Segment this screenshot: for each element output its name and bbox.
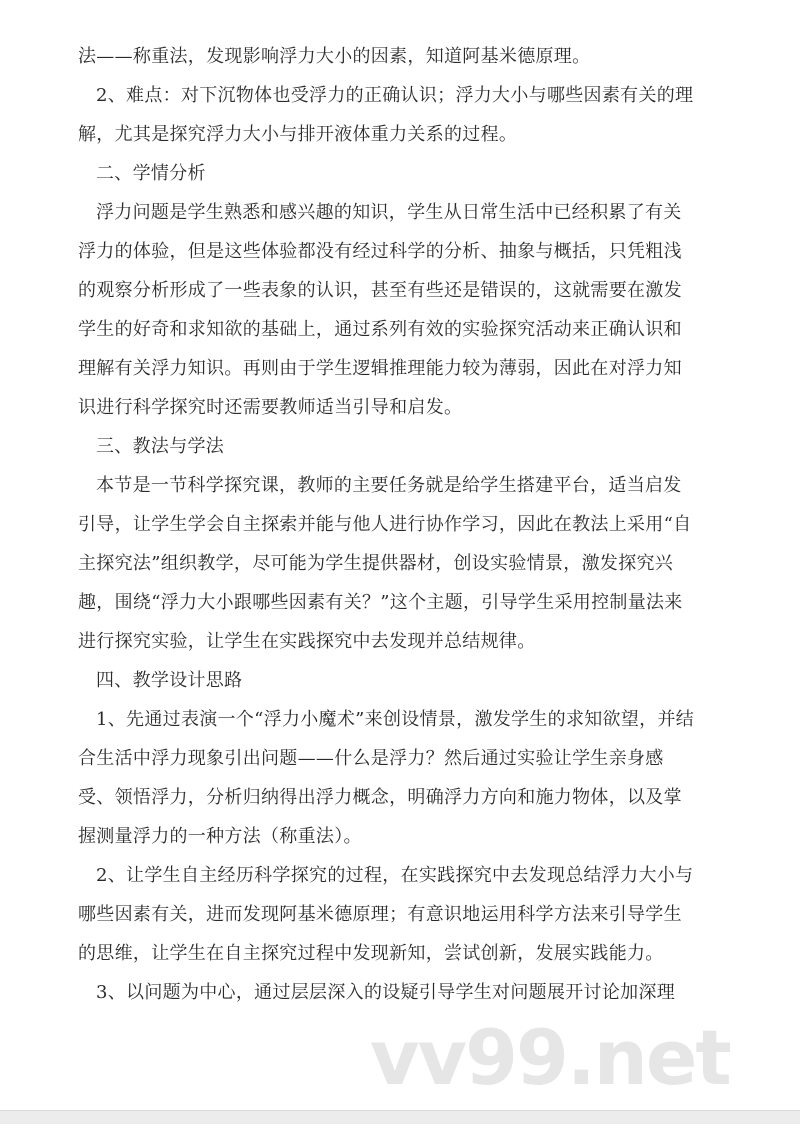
text-line: 3、以问题为中心，通过层层深入的设疑引导学生对问题展开讨论加深理 — [96, 982, 676, 1003]
text-line: 法——称重法，发现影响浮力大小的因素，知道阿基米德原理。 — [78, 46, 591, 67]
text-line: 本节是一节科学探究课，教师的主要任务就是给学生搭建平台，适当启发 — [96, 475, 682, 496]
text-line: 浮力的体验，但是这些体验都没有经过科学的分析、抽象与概括，只凭粗浅 — [78, 241, 682, 262]
text-line: 二、学情分析 — [96, 163, 206, 184]
watermark: vv99.net — [370, 1013, 730, 1102]
text-line: 识进行科学探究时还需要教师适当引导和启发。 — [78, 397, 463, 418]
text-line: 的观察分析形成了一些表象的认识，甚至有些还是错误的，这就需要在激发 — [78, 280, 682, 301]
text-line: 浮力问题是学生熟悉和感兴趣的知识，学生从日常生活中已经积累了有关 — [96, 202, 682, 223]
text-line: 受、领悟浮力，分析归纳得出浮力概念，明确浮力方向和施力物体，以及掌 — [78, 787, 682, 808]
text-line: 合生活中浮力现象引出问题——什么是浮力？然后通过实验让学生亲身感 — [78, 748, 664, 769]
text-line: 学生的好奇和求知欲的基础上，通过系列有效的实验探究活动来正确认识和 — [78, 319, 682, 340]
page-separator — [0, 1110, 800, 1125]
text-line: 2、让学生自主经历科学探究的过程，在实践探究中去发现总结浮力大小与 — [96, 865, 694, 886]
text-line: 理解有关浮力知识。再则由于学生逻辑推理能力较为薄弱，因此在对浮力知 — [78, 358, 682, 379]
text-line: 进行探究实验，让学生在实践探究中去发现并总结规律。 — [78, 631, 536, 652]
text-line: 四、教学设计思路 — [96, 670, 243, 691]
text-line: 趣，围绕“浮力大小跟哪些因素有关？”这个主题，引导学生采用控制量法来 — [78, 592, 683, 613]
text-line: 解，尤其是探究浮力大小与排开液体重力关系的过程。 — [78, 124, 518, 145]
text-line: 哪些因素有关，进而发现阿基米德原理；有意识地运用科学方法来引导学生 — [78, 904, 682, 925]
text-line: 1、先通过表演一个“浮力小魔术”来创设情景，激发学生的求知欲望，并结 — [96, 709, 695, 730]
text-line: 2、难点：对下沉物体也受浮力的正确认识；浮力大小与哪些因素有关的理 — [96, 85, 694, 106]
text-line: 三、教法与学法 — [96, 436, 225, 457]
text-line: 引导，让学生学会自主探索并能与他人进行协作学习，因此在教法上采用“自 — [78, 514, 692, 535]
document-body — [78, 37, 758, 1012]
text-line: 握测量浮力的一种方法（称重法）。 — [78, 826, 362, 847]
text-line: 主探究法”组织教学，尽可能为学生提供器材，创设实验情景，激发探究兴 — [78, 553, 674, 574]
next-page-edge — [0, 1124, 800, 1137]
text-line: 的思维，让学生在自主探究过程中发现新知，尝试创新，发展实践能力。 — [78, 943, 664, 964]
